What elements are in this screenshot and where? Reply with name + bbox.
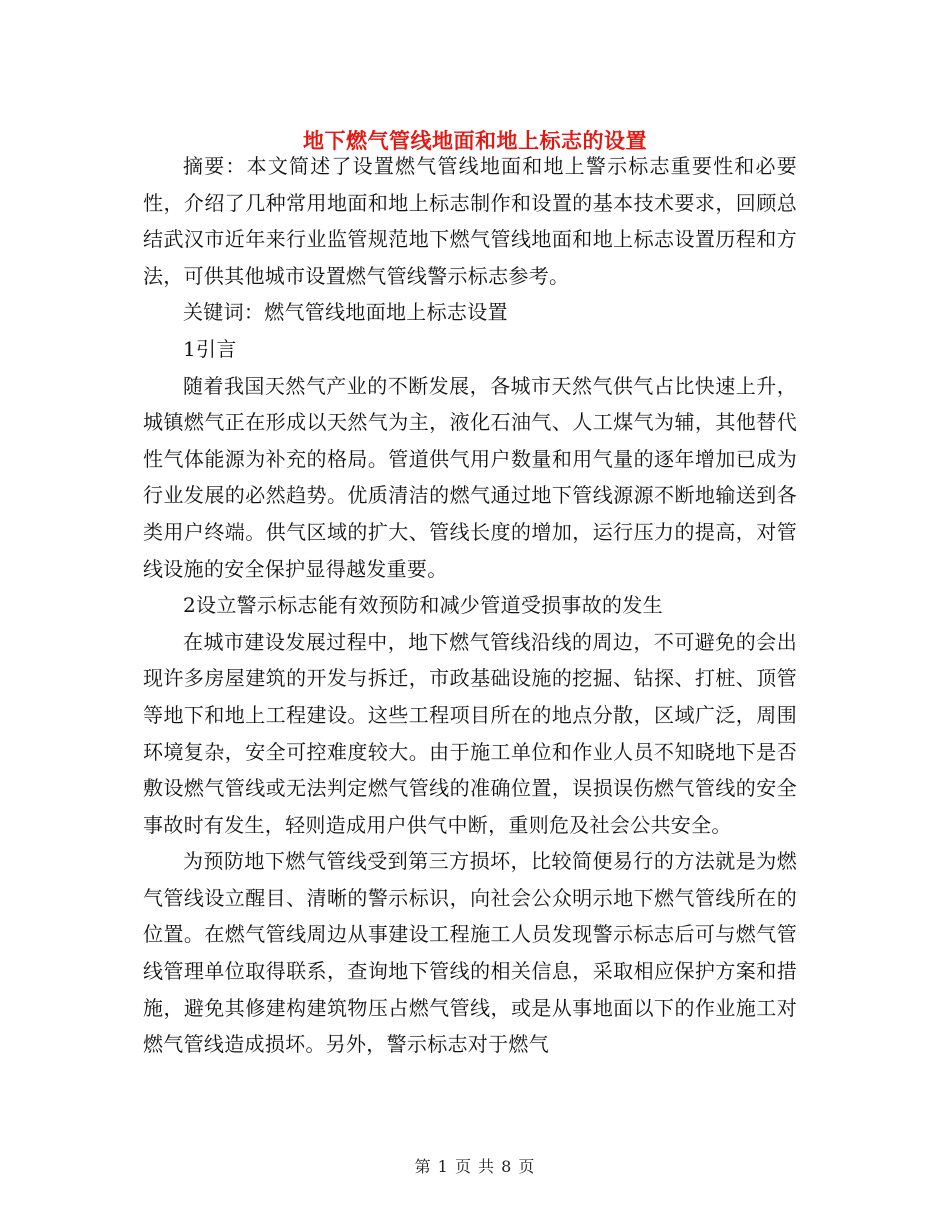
page-number-footer: 第 1 页 共 8 页 [414, 1157, 536, 1176]
body-paragraph: 随着我国天然气产业的不断发展，各城市天然气供气占比快速上升，城镇燃气正在形成以天然气为主，液化石油气、人工煤气为辅，其他替代性气体能源为补充的格局。管道供气用户数量和用气量的逐年增加已成为行业发展的必然趋势。优质清洁的燃气通过地下管线源源不断地输送到各类用户终端。供气区域的扩大、管线长度的增加，运行压力的提高，对管线设施的安全保护显得越发重要。 [143, 373, 797, 581]
body-paragraph: 为预防地下燃气管线受到第三方损坏，比较简便易行的方法就是为燃气管线设立醒目、清晰的警示标识，向社会公众明示地下燃气管线所在的位置。在燃气管线周边从事建设工程施工人员发现警示标志后可与燃气管线管理单位取得联系，查询地下管线的相关信息，采取相应保护方案和措施，避免其修建构建筑物压占燃气管线，或是从事地面以下的作业施工对燃气管线造成损坏。另外，警示标志对于燃气 [143, 849, 797, 1057]
abstract-paragraph: 摘要：本文简述了设置燃气管线地面和地上警示标志重要性和必要性，介绍了几种常用地面和地上标志制作和设置的基本技术要求，回顾总结武汉市近年来行业监管规范地下燃气管线地面和地上标志设置历程和方法，可供其他城市设置燃气管线警示标志参考。 [143, 154, 797, 288]
keywords-paragraph: 关键词：燃气管线地面地上标志设置 [183, 300, 508, 325]
section-heading-warning-signs: 2设立警示标志能有效预防和减少管道受损事故的发生 [183, 593, 663, 618]
section-heading-introduction: 1引言 [183, 336, 237, 361]
document-title: 地下燃气管线地面和地上标志的设置 [303, 128, 647, 154]
document-body [143, 148, 797, 1063]
body-paragraph: 在城市建设发展过程中，地下燃气管线沿线的周边，不可避免的会出现许多房屋建筑的开发与拆迁，市政基础设施的挖掘、钻探、打桩、顶管等地下和地上工程建设。这些工程项目所在的地点分散，区域广泛，周围环境复杂，安全可控难度较大。由于施工单位和作业人员不知晓地下是否敷设燃气管线或无法判定燃气管线的准确位置，误损误伤燃气管线的安全事故时有发生，轻则造成用户供气中断，重则危及社会公共安全。 [143, 629, 797, 837]
